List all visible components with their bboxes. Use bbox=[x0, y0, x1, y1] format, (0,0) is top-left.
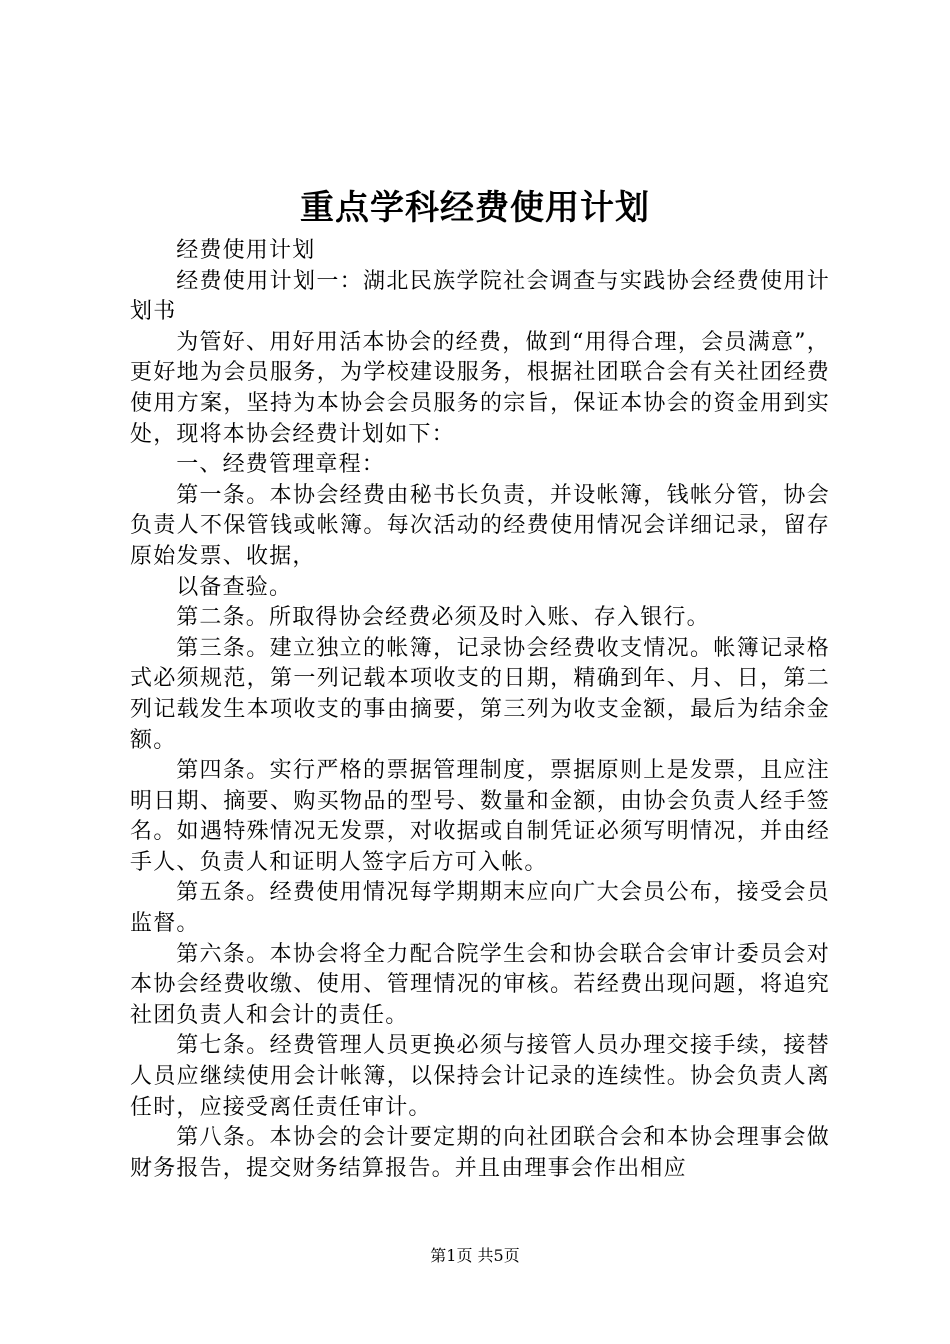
paragraph: 第三条。建立独立的帐簿，记录协会经费收支情况。帐簿记录格式必须规范，第一列记载本项收支的日期，精确到年、月、日，第二列记载发生本项收支的事由摘要，第三列为收支金额，最后为结余金额。 bbox=[130, 635, 830, 753]
paragraph: 第一条。本协会经费由秘书长负责，并设帐簿，钱帐分管，协会负责人不保管钱或帐簿。每次活动的经费使用情况会详细记录，留存原始发票、收据， bbox=[130, 482, 830, 569]
paragraph: 为管好、用好用活本协会的经费，做到“用得合理，会员满意”，更好地为会员服务，为学校建设服务，根据社团联合会有关社团经费使用方案，坚持为本协会会员服务的宗旨，保证本协会的资金用到实处，现将本协会经费计划如下： bbox=[130, 329, 830, 447]
paragraph: 第六条。本协会将全力配合院学生会和协会联合会审计委员会对本协会经费收缴、使用、管理情况的审核。若经费出现问题，将追究社团负责人和会计的责任。 bbox=[130, 941, 830, 1028]
paragraph: 第八条。本协会的会计要定期的向社团联合会和本协会理事会做财务报告，提交财务结算报告。并且由理事会作出相应 bbox=[130, 1125, 830, 1181]
document-body bbox=[130, 236, 830, 1184]
section-heading: 一、经费管理章程： bbox=[176, 452, 385, 478]
page-number: 第1页 共5页 bbox=[430, 1246, 520, 1265]
paragraph: 第四条。实行严格的票据管理制度，票据原则上是发票，且应注明日期、摘要、购买物品的型号、数量和金额，由协会负责人经手签名。如遇特殊情况无发票，对收据或自制凭证必须写明情况，并由经手人、负责人和证明人签字后方可入帐。 bbox=[130, 758, 830, 875]
paragraph: 经费使用计划一：湖北民族学院社会调查与实践协会经费使用计划书 bbox=[130, 268, 830, 325]
paragraph: 第二条。所取得协会经费必须及时入账、存入银行。 bbox=[176, 605, 710, 631]
paragraph: 第七条。经费管理人员更换必须与接管人员办理交接手续，接替人员应继续使用会计帐簿，以保持会计记录的连续性。协会负责人离任时，应接受离任责任审计。 bbox=[130, 1033, 830, 1120]
paragraph: 经费使用计划 bbox=[176, 238, 316, 263]
paragraph: 以备查验。 bbox=[176, 574, 293, 600]
paragraph: 第五条。经费使用情况每学期期末应向广大会员公布，接受会员监督。 bbox=[130, 880, 830, 937]
page-title: 重点学科经费使用计划 bbox=[300, 188, 650, 228]
